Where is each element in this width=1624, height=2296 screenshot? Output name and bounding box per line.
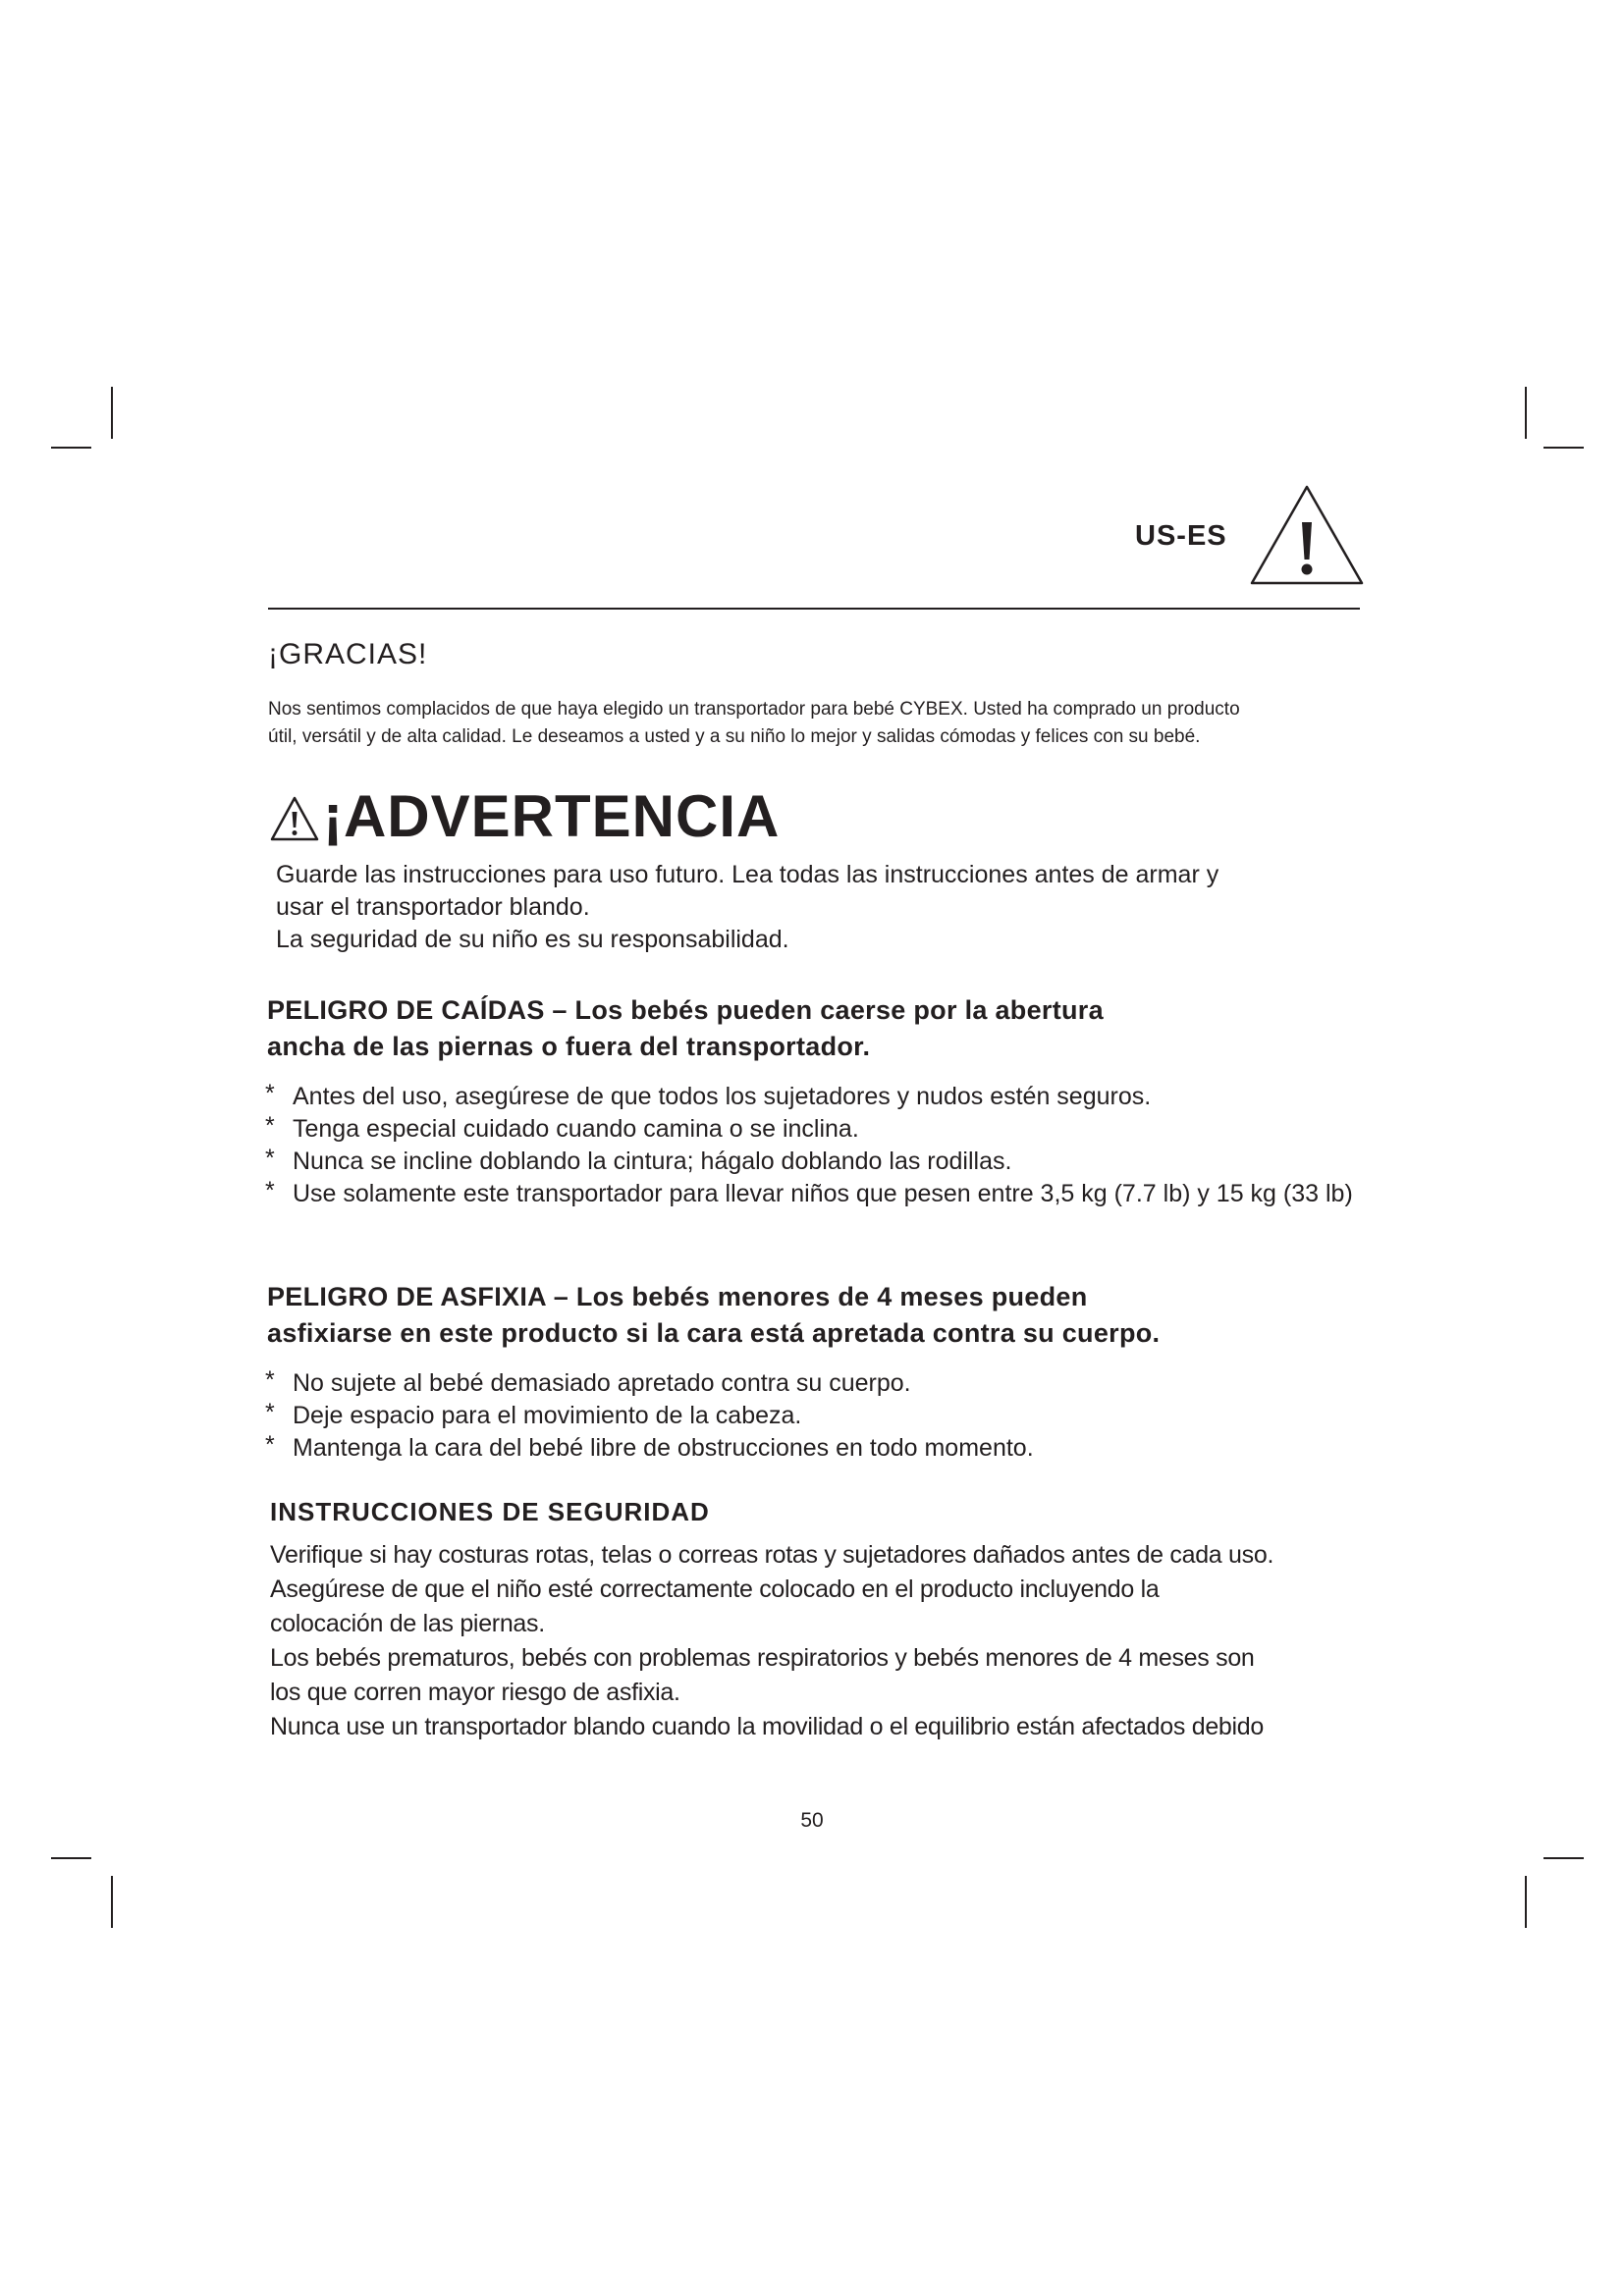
list-item: * Antes del uso, asegúrese de que todos los sujetadores y nudos estén seguros.	[265, 1080, 1152, 1110]
thanks-line: útil, versátil y de alta calidad. Le deseamos a usted y a su niño lo mejor y salidas cómodas y felices con su bebé.	[268, 726, 1201, 747]
safety-line: Nunca use un transportador blando cuando la movilidad o el equilibrio están afectados debido	[270, 1713, 1264, 1740]
list-item: * No sujete al bebé demasiado apretado contra su cuerpo.	[265, 1366, 911, 1397]
safety-title: INSTRUCCIONES DE SEGURIDAD	[270, 1497, 710, 1526]
warning-triangle-icon	[1247, 481, 1367, 589]
warning-line: La seguridad de su niño es su responsabilidad.	[276, 926, 789, 953]
suffocation-hazard-title-line: PELIGRO DE ASFIXIA – Los bebés menores de 4 meses pueden	[267, 1282, 1088, 1311]
warning-title: ¡ADVERTENCIA	[323, 782, 781, 849]
safety-line: colocación de las piernas.	[270, 1610, 545, 1637]
list-item: * Use solamente este transportador para llevar niños que pesen entre 3,5 kg (7.7 lb) y 15 kg (33 lb)	[265, 1177, 1353, 1207]
list-item: * Tenga especial cuidado cuando camina o se inclina.	[265, 1112, 859, 1143]
bullet-symbol: *	[265, 1112, 275, 1140]
list-item: * Nunca se incline doblando la cintura; hágalo doblando las rodillas.	[265, 1145, 1012, 1175]
crop-mark	[1543, 447, 1584, 449]
crop-mark	[111, 1876, 113, 1928]
bullet-symbol: *	[265, 1145, 275, 1172]
suffocation-hazard-heading	[267, 1279, 1367, 1352]
bullet-symbol: *	[265, 1431, 275, 1459]
header-divider	[268, 608, 1360, 610]
safety-line: Asegúrese de que el niño esté correctamente colocado en el producto incluyendo la	[270, 1575, 1160, 1603]
bullet-symbol: *	[265, 1177, 275, 1204]
fall-hazard-title-line: ancha de las piernas o fuera del transportador.	[267, 1032, 871, 1061]
safety-line: los que corren mayor riesgo de asfixia.	[270, 1679, 680, 1706]
crop-mark	[51, 1857, 91, 1859]
list-item: * Deje espacio para el movimiento de la cabeza.	[265, 1399, 802, 1429]
crop-mark	[51, 447, 91, 449]
fall-hazard-list	[265, 1081, 1355, 1210]
fall-hazard-title-line: PELIGRO DE CAÍDAS – Los bebés pueden caerse por la abertura	[267, 995, 1104, 1025]
language-code: US-ES	[1135, 520, 1227, 552]
page-number: 50	[800, 1809, 824, 1832]
bullet-symbol: *	[265, 1399, 275, 1426]
safety-line: Verifique si hay costuras rotas, telas o correas rotas y sujetadores dañados antes de cada uso.	[270, 1541, 1274, 1569]
warning-triangle-icon	[270, 795, 319, 842]
warning-text	[276, 859, 1336, 956]
list-item: * Mantenga la cara del bebé libre de obstrucciones en todo momento.	[265, 1431, 1034, 1462]
fall-hazard-heading	[267, 992, 1367, 1065]
warning-heading	[270, 781, 780, 850]
warning-line: usar el transportador blando.	[276, 893, 590, 921]
bullet-symbol: *	[265, 1080, 275, 1107]
suffocation-hazard-list	[265, 1367, 1355, 1465]
crop-mark	[1525, 1876, 1527, 1928]
safety-line: Los bebés prematuros, bebés con problemas respiratorios y bebés menores de 4 meses son	[270, 1644, 1255, 1672]
thanks-text	[268, 696, 1368, 751]
crop-mark	[1543, 1857, 1584, 1859]
warning-line: Guarde las instrucciones para uso futuro. Lea todas las instrucciones antes de armar y	[276, 861, 1219, 888]
thanks-line: Nos sentimos complacidos de que haya elegido un transportador para bebé CYBEX. Usted ha comprado un producto	[268, 699, 1240, 720]
bullet-symbol: *	[265, 1366, 275, 1394]
crop-mark	[111, 387, 113, 439]
suffocation-hazard-title-line: asfixiarse en este producto si la cara está apretada contra su cuerpo.	[267, 1318, 1161, 1348]
safety-text	[270, 1538, 1365, 1744]
thanks-title: ¡GRACIAS!	[268, 638, 428, 670]
crop-mark	[1525, 387, 1527, 439]
